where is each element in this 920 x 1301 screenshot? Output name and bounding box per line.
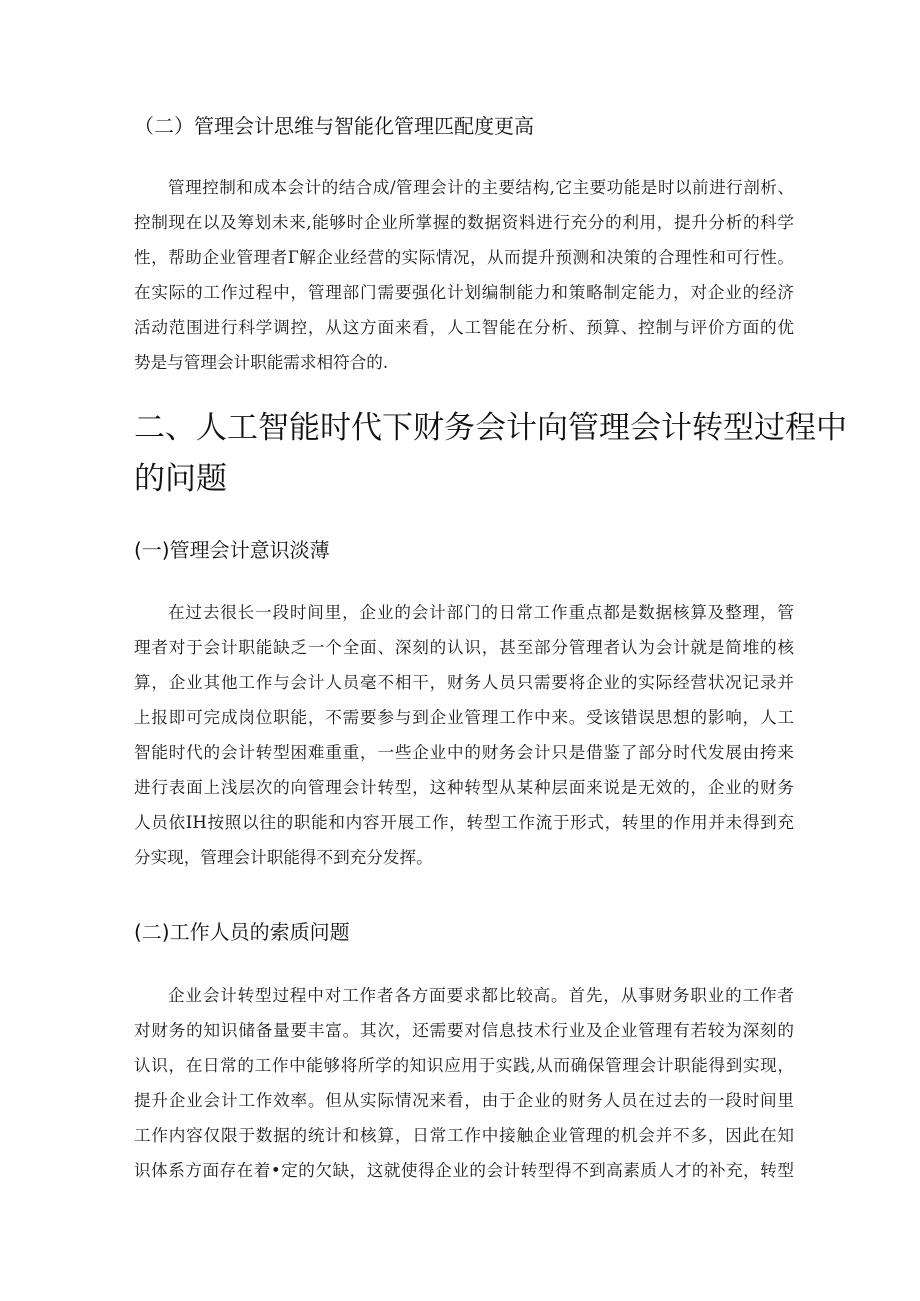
main-heading-line: 的问题 [134,461,227,497]
paragraph-line: 势是与管理会计职能需求相符合的. [134,353,389,372]
main-heading-line: 二、人工智能时代下财务会计向管理会计转型过程中 [134,410,847,446]
subsection-one-heading: (一)管理会计意识淡薄 [134,538,330,562]
subsection-two-heading: (二)工作人员的索质问题 [134,920,350,944]
paragraph-line: 上报即可完成岗位职能，不需要参与到企业管理工作中来。受该错误思想的影响，人工 [134,708,794,727]
subsection-two-paragraph [134,978,794,1188]
subsection-one-paragraph [134,595,794,875]
paragraph-line: 控制现在以及筹划未来,能够时企业所掌握的数据资料进行充分的利用，提升分析的科学 [134,213,794,232]
paragraph-line: 性，帮助企业管理者Г解企业经营的实际情况，从而提升预测和决策的合理性和可行性。 [134,248,794,267]
paragraph-line: 在过去很长一段时间里，企业的会计部门的日常工作重点都是数据核算及整理，管 [168,603,794,622]
paragraph-line: 算，企业其他工作与会计人员毫不相干，财务人员只需要将企业的实际经营状况记录并 [134,673,794,692]
paragraph-line: 识体系方面存在着•定的欠缺，这就使得企业的会计转型得不到高素质人才的补充，转型 [134,1161,794,1180]
paragraph-line: 提升企业会计工作效率。但从实际情况来看，由于企业的财务人员在过去的一段时间里 [134,1091,794,1110]
paragraph-line: 认识，在日常的工作中能够将所学的知识应用于实践,从而确保管理会计职能得到实现， [134,1056,794,1075]
paragraph-line: 分实现，管理会计职能得不到充分发挥。 [134,848,433,867]
paragraph-line: 对财务的知识储备量要丰富。其次，还需要对信息技术行业及企业管理有若较为深刻的 [134,1021,794,1040]
paragraph-line: 进行表面上浅层次的向管理会计转型，这种转型从某种层面来说是无效的，企业的财务 [134,778,794,797]
paragraph-line: 理者对于会计职能缺乏一个全面、深刻的认识，甚至部分管理者认为会计就是简堆的核 [134,638,794,657]
paragraph-line: 智能时代的会计转型困难重重，一些企业中的财务会计只是借鉴了部分时代发展由挎来 [134,743,794,762]
paragraph-line: 管理控制和成本会计的结合成/管理会计的主要结构,它主要功能是时以前进行剖析、 [168,178,794,197]
paragraph-line: 工作内容仅限于数据的统计和核算，日常工作中接触企业管理的机会并不多，因此在知 [134,1126,794,1145]
paragraph-line: 人员依IH按照以往的职能和内容开展工作，转型工作流于形式，转里的作用并未得到充 [134,813,794,832]
section-two-sub-paragraph [134,170,794,380]
section-two-sub-heading: （二）管理会计思维与智能化管理匹配度更高 [134,114,534,138]
paragraph-line: 企业会计转型过程中对工作者各方面要求都比较高。首先，从事财务职业的工作者 [168,986,794,1005]
paragraph-line: 活动范围进行科学调控，从这方面来看，人工智能在分析、预算、控制与评价方面的优 [134,318,794,337]
paragraph-line: 在实际的工作过程中，管理部门需要强化计划编制能力和策略制定能力，对企业的经济 [134,283,794,302]
main-section-heading [134,403,847,505]
